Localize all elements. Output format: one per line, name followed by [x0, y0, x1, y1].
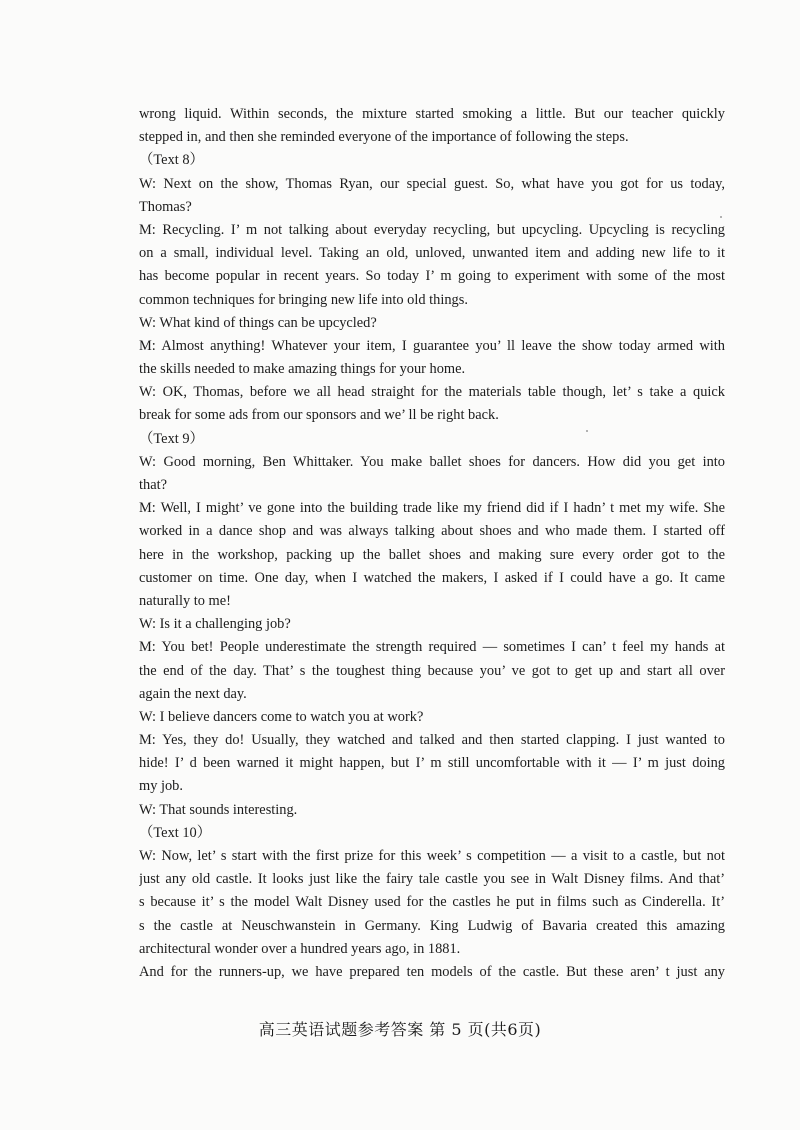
text-line: M: Well, I might’ ve gone into the building trade like my friend did if I hadn’ t met my wife. She — [139, 500, 725, 517]
text-line: common techniques for bringing new life into old things. — [139, 291, 468, 308]
text-line: Thomas? — [139, 198, 192, 215]
text-line: M: Recycling. I’ m not talking about everyday recycling, but upcycling. Upcycling is recycling — [139, 221, 725, 238]
text-line: M: You bet! People underestimate the strength required — sometimes I can’ t feel my hands at — [139, 639, 725, 656]
text-line: that? — [139, 477, 167, 493]
document-body — [139, 103, 725, 984]
text-line: architectural wonder over a hundred years ago, in 1881. — [139, 940, 461, 957]
text-line: s the castle at Neuschwanstein in Germany. King Ludwig of Bavaria created this amazing — [139, 917, 725, 934]
text-line: here in the workshop, packing up the ballet shoes and making sure every order got to the — [139, 546, 725, 563]
text-line: M: Almost anything! Whatever your item, I guarantee you’ ll leave the show today armed with — [139, 337, 725, 354]
text-line: W: I believe dancers come to watch you at work? — [139, 708, 424, 725]
text-line: W: Is it a challenging job? — [139, 616, 291, 633]
text-line: naturally to me! — [139, 592, 231, 609]
text-line: the end of the day. That’ s the toughest thing because you’ ve got to get up and start all over — [139, 662, 725, 679]
text-line: again the next day. — [139, 685, 247, 702]
text-line: hide! I’ d been warned it might happen, but I’ m still uncomfortable with it — I’ m just doing — [139, 755, 725, 772]
text-line: worked in a dance shop and was always talking about shoes and who made them. I started off — [139, 523, 725, 540]
text-line: on a small, individual level. Taking an old, unloved, unwanted item and adding new life to it — [139, 245, 725, 262]
section-heading-text-10: （Text 10） — [139, 824, 212, 841]
text-line: break for some ads from our sponsors and we’ ll be right back. — [139, 407, 499, 424]
text-line: W: Next on the show, Thomas Ryan, our special guest. So, what have you got for us today, — [139, 175, 725, 192]
text-line: W: OK, Thomas, before we all head straight for the materials table though, let’ s take a quick — [139, 384, 725, 401]
scan-speck — [720, 216, 722, 218]
text-line: just any old castle. It looks just like the fairy tale castle you see in Walt Disney films. And that’ — [139, 871, 725, 888]
text-line: W: What kind of things can be upcycled? — [139, 314, 377, 331]
text-line: W: Now, let’ s start with the first prize for this week’ s competition — a visit to a castle, but not — [139, 848, 725, 864]
section-heading-text-8: （Text 8） — [139, 152, 204, 169]
text-line: s because it’ s the model Walt Disney used for the castles he put in films such as Cinderella. It’ — [139, 894, 725, 911]
text-line: And for the runners-up, we have prepared ten models of the castle. But these aren’ t just any — [139, 963, 725, 980]
text-line: stepped in, and then she reminded everyone of the importance of following the steps. — [139, 129, 629, 146]
section-heading-text-9: （Text 9） — [139, 430, 204, 447]
text-line: has become popular in recent years. So today I’ m going to experiment with some of the most — [139, 268, 725, 285]
text-line: my job. — [139, 778, 183, 795]
scan-speck — [586, 430, 588, 432]
text-line: M: Yes, they do! Usually, they watched and talked and then started clapping. I just wanted to — [139, 732, 725, 749]
text-line: customer on time. One day, when I watched the makers, I asked if I could have a go. It came — [139, 569, 725, 586]
page-footer: 高三英语试题参考答案 第 5 页(共6页) — [258, 1020, 542, 1039]
text-line: W: Good morning, Ben Whittaker. You make ballet shoes for dancers. How did you get into — [139, 453, 725, 470]
text-line: wrong liquid. Within seconds, the mixture started smoking a little. But our teacher quickly — [139, 106, 725, 122]
text-line: W: That sounds interesting. — [139, 801, 298, 818]
text-line: the skills needed to make amazing things for your home. — [139, 361, 466, 378]
